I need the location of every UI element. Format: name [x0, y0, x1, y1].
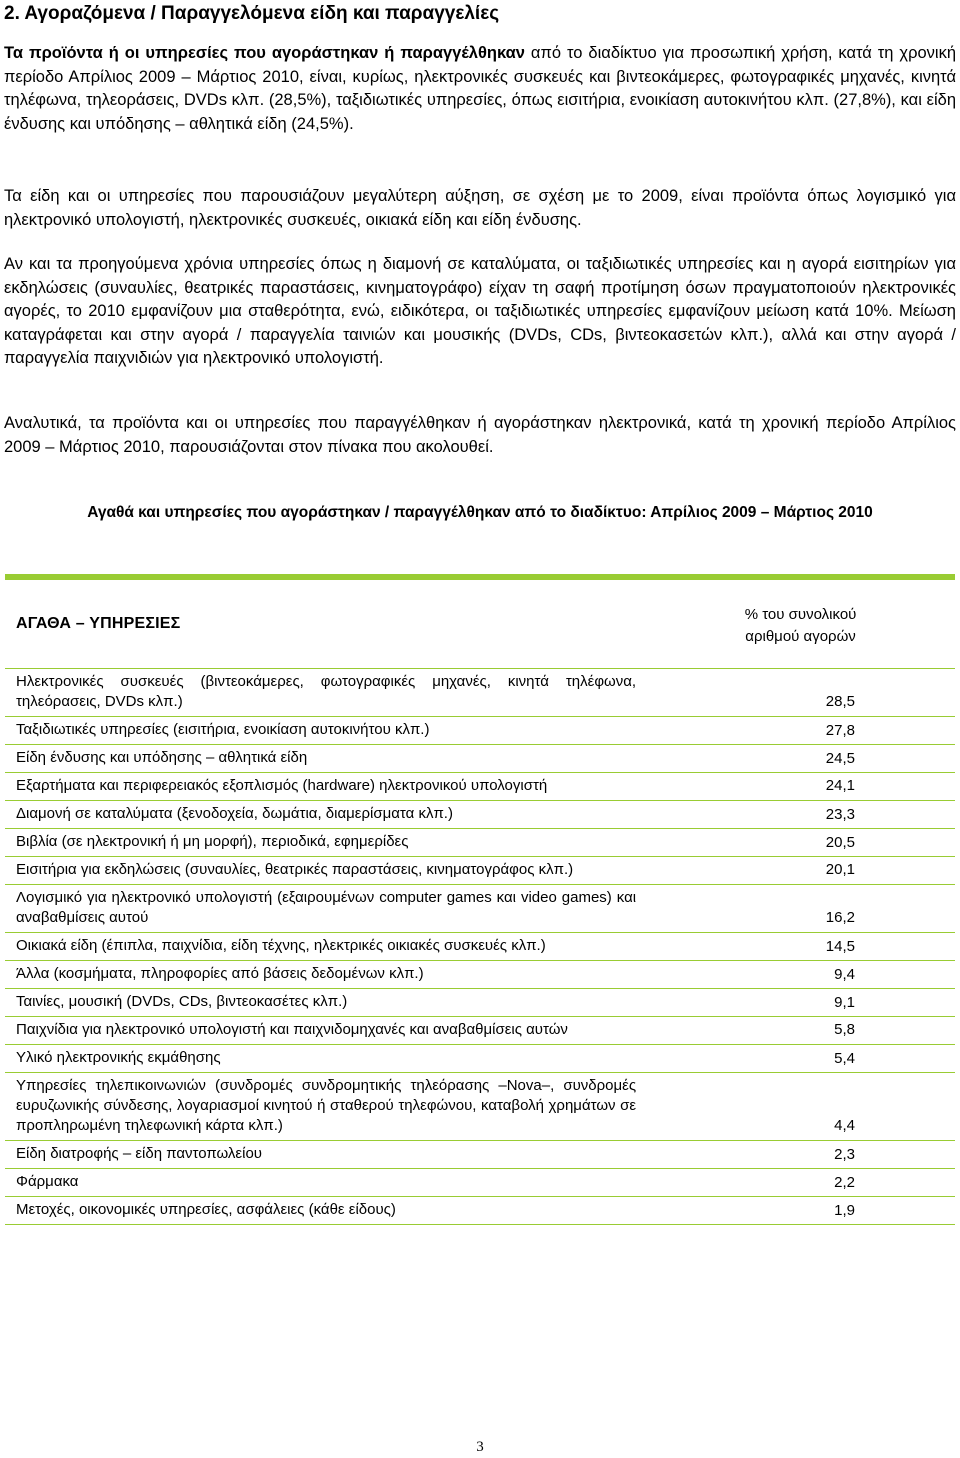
row-percent-value: 9,1 [646, 989, 955, 1017]
row-percent-value: 20,5 [646, 829, 955, 857]
table-row [5, 857, 955, 885]
row-label: Διαμονή σε καταλύματα (ξενοδοχεία, δωμάτια, διαμερίσματα κλπ.) [5, 801, 646, 829]
table-row [5, 1141, 955, 1169]
table-row [5, 829, 955, 857]
page-number: 3 [476, 1439, 484, 1455]
table-row [5, 961, 955, 989]
section-title: 2. Αγοραζόμενα / Παραγγελόμενα είδη και παραγγελίες [4, 3, 500, 24]
table-row [5, 745, 955, 773]
row-percent-value: 24,1 [646, 773, 955, 801]
paragraph-1 [4, 42, 956, 136]
row-label: Βιβλία (σε ηλεκτρονική ή μη μορφή), περιοδικά, εφημερίδες [5, 829, 646, 857]
row-label: Είδη ένδυσης και υπόδησης – αθλητικά είδη [5, 745, 646, 773]
table-row [5, 1197, 955, 1225]
row-percent-value: 5,8 [646, 1017, 955, 1045]
row-label: Φάρμακα [5, 1169, 646, 1197]
row-label: Οικιακά είδη (έπιπλα, παιχνίδια, είδη τέχνης, ηλεκτρικές οικιακές συσκευές κλπ.) [5, 933, 646, 961]
table-row [5, 1169, 955, 1197]
paragraph-2: Τα είδη και οι υπηρεσίες που παρουσιάζουν μεγαλύτερη αύξηση, σε σχέση με το 2009, είναι προϊόντα όπως λογισμικό για ηλεκτρονικό υπολογιστή, ηλεκτρονικές συσκευές, οικιακά είδη και είδη ένδυσης. [4, 187, 956, 229]
row-label: Ηλεκτρονικές συσκευές (βιντεοκάμερες, φωτογραφικές μηχανές, κινητά τηλέφωνα, τηλεόρασεις, DVDs κλπ.) [5, 669, 646, 717]
row-percent-value: 24,5 [646, 745, 955, 773]
row-label: Μετοχές, οικονομικές υπηρεσίες, ασφάλειες (κάθε είδους) [5, 1197, 646, 1225]
row-label: Λογισμικό για ηλεκτρονικό υπολογιστή (εξαιρουμένων computer games και video games) και αναβαθμίσεις αυτού [5, 885, 646, 933]
row-percent-value: 2,2 [646, 1169, 955, 1197]
header-goods-services: ΑΓΑΘΑ – ΥΠΗΡΕΣΙΕΣ [5, 580, 646, 669]
table-row [5, 885, 955, 933]
row-percent-value: 2,3 [646, 1141, 955, 1169]
row-label: Άλλα (κοσμήματα, πληροφορίες από βάσεις δεδομένων κλπ.) [5, 961, 646, 989]
table-row [5, 933, 955, 961]
table-row [5, 801, 955, 829]
table-header-row [5, 580, 955, 669]
table-row [5, 669, 955, 717]
row-label: Υλικό ηλεκτρονικής εκμάθησης [5, 1045, 646, 1073]
table-row [5, 773, 955, 801]
row-label: Εξαρτήματα και περιφερειακός εξοπλισμός (hardware) ηλεκτρονικού υπολογιστή [5, 773, 646, 801]
table-row [5, 1045, 955, 1073]
paragraph-1-bold-lead: Τα προϊόντα ή οι υπηρεσίες που αγοράστηκαν ή παραγγέλθηκαν [4, 44, 525, 62]
row-percent-value: 28,5 [646, 669, 955, 717]
row-label: Ταξιδιωτικές υπηρεσίες (εισιτήρια, ενοικίαση αυτοκινήτου κλπ.) [5, 717, 646, 745]
table-caption: Αγαθά και υπηρεσίες που αγοράστηκαν / παραγγέλθηκαν από το διαδίκτυο: Απρίλιος 2009 – Μάρτιος 2010 [87, 504, 873, 521]
header-percent-line-2: αριθμού αγορών [745, 628, 856, 645]
row-percent-value: 4,4 [646, 1073, 955, 1141]
row-percent-value: 5,4 [646, 1045, 955, 1073]
table-row [5, 1017, 955, 1045]
row-percent-value: 27,8 [646, 717, 955, 745]
row-percent-value: 1,9 [646, 1197, 955, 1225]
row-percent-value: 23,3 [646, 801, 955, 829]
row-label: Ταινίες, μουσική (DVDs, CDs, βιντεοκασέτες κλπ.) [5, 989, 646, 1017]
table-row [5, 989, 955, 1017]
row-percent-value: 20,1 [646, 857, 955, 885]
paragraph-3: Αν και τα προηγούμενα χρόνια υπηρεσίες όπως η διαμονή σε καταλύματα, οι ταξιδιωτικές υπηρεσίες και η αγορά εισιτηρίων για εκδηλώσεις (συναυλίες, θεατρικές παραστάσεις, κινηματογράφο) είχαν τη σαφή προτίμηση όσων πραγματοποιούν ηλεκτρονικές αγορές, το 2010 εμφανίζουν μια σταθερότητα, ενώ, ειδικότερα, οι ταξιδιωτικές υπηρεσίες εμφανίζουν μείωση κατά 10%. Μείωση καταγράφεται και στην αγορά / παραγγελία ταινιών και μουσικής (DVDs, CDs, βιντεοκασετών κλπ.), αλλά και στην αγορά / παραγγελία παιχνιδιών για ηλεκτρονικό υπολογιστή. [4, 255, 956, 367]
row-percent-value: 14,5 [646, 933, 955, 961]
row-percent-value: 9,4 [646, 961, 955, 989]
table-row [5, 717, 955, 745]
row-label: Εισιτήρια για εκδηλώσεις (συναυλίες, θεατρικές παραστάσεις, κινηματογράφος κλπ.) [5, 857, 646, 885]
row-percent-value: 16,2 [646, 885, 955, 933]
header-percent-line-1: % του συνολικού [744, 606, 857, 623]
row-label: Παιχνίδια για ηλεκτρονικό υπολογιστή και παιχνιδομηχανές και αναβαθμίσεις αυτών [5, 1017, 646, 1045]
table-row [5, 1073, 955, 1141]
paragraph-4: Αναλυτικά, τα προϊόντα και οι υπηρεσίες που παραγγέλθηκαν ή αγοράστηκαν ηλεκτρονικά, κατά τη χρονική περίοδο Απρίλιος 2009 – Μάρτιος 2010, παρουσιάζονται στον πίνακα που ακολουθεί. [4, 414, 956, 456]
goods-services-table [5, 574, 955, 1225]
row-label: Είδη διατροφής – είδη παντοπωλείου [5, 1141, 646, 1169]
header-percent-total [646, 580, 955, 669]
row-label: Υπηρεσίες τηλεπικοινωνιών (συνδρομές συνδρομητικής τηλεόρασης –Nova–, συνδρομές ευρυζωνικής σύνδεσης, λογαριασμοί κινητού ή σταθερού τηλεφώνου, καταβολή χρημάτων σε προπληρωμένη τηλεφωνική κάρτα κλπ.) [5, 1073, 646, 1141]
paragraph-1-body: από το διαδίκτυο για προσωπική χρήση, κατά τη χρονική περίοδο Απρίλιος 2009 – Μάρτιος 2010, είναι, κυρίως, ηλεκτρονικές συσκευές και βιντεοκάμερες, φωτογραφικές μηχανές, κινητά τηλέφωνα, τηλεοράσεις, DVDs κλπ. (28,5%), ταξιδιωτικές υπηρεσίες, όπως εισιτήρια, ενοικίαση αυτοκινήτου κλπ. (27,8%), και είδη ένδυσης και υπόδησης – αθλητικά είδη (24,5%). [4, 44, 957, 133]
